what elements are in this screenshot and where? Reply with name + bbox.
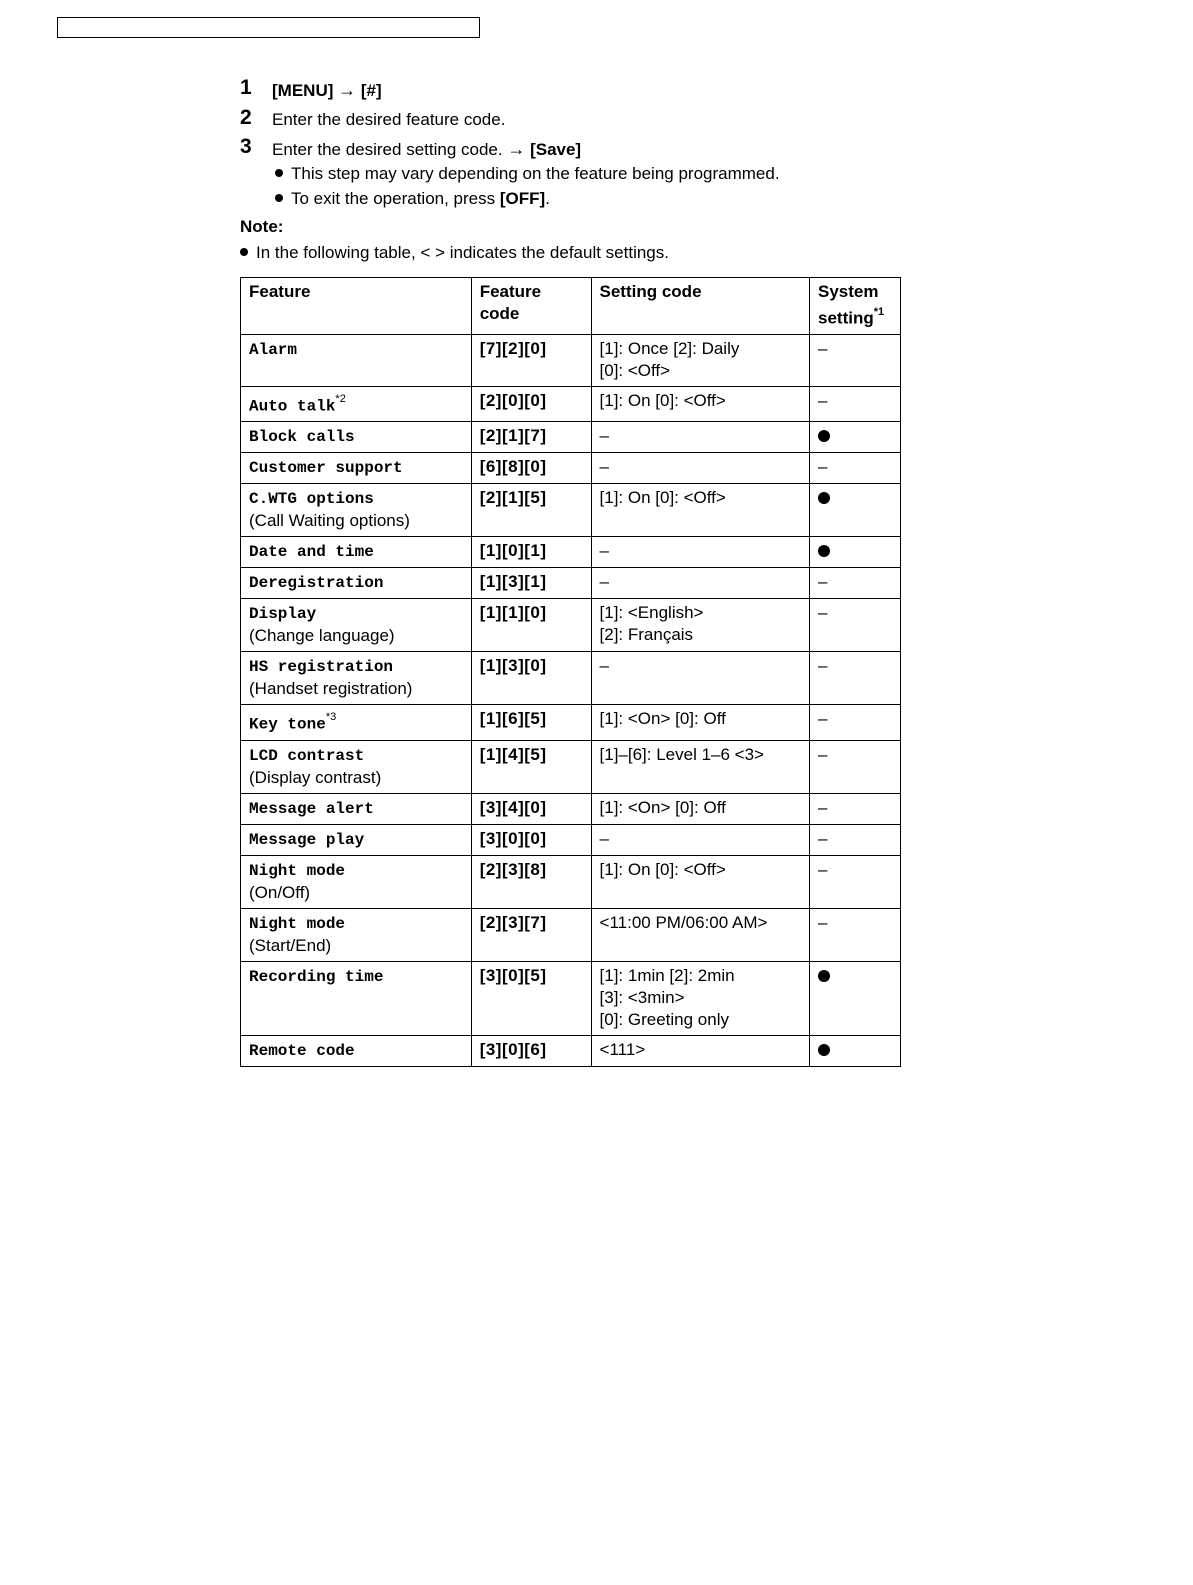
feature-description: (Display contrast) (249, 767, 382, 787)
table-row (241, 740, 901, 793)
feature-cell (241, 740, 472, 793)
setting-line: [1]: 1min [2]: 2min (599, 965, 735, 985)
system-setting-cell (810, 961, 901, 1035)
table-row (241, 568, 901, 599)
setting-line: – (599, 426, 609, 446)
instructions (240, 76, 960, 263)
setting-line: [1]: On [0]: <Off> (599, 488, 726, 508)
setting-line: [0]: Greeting only (599, 1009, 729, 1029)
bullet-text: This step may vary depending on the feature being programmed. (291, 164, 780, 183)
step-number: 3 (240, 135, 252, 158)
header-feature: Feature (241, 278, 472, 335)
feature-cell (241, 422, 472, 453)
system-setting-cell (810, 824, 901, 855)
system-setting-cell (810, 453, 901, 484)
feature-cell (241, 599, 472, 652)
setting-code-cell (591, 568, 810, 599)
feature-code-cell: [2][3][8] (471, 855, 591, 908)
arrow-icon: → (338, 80, 357, 100)
setting-code-cell (591, 740, 810, 793)
setting-code-cell (591, 961, 810, 1035)
table-row (241, 484, 901, 537)
feature-description: (On/Off) (249, 882, 311, 902)
feature-code-cell: [2][1][7] (471, 422, 591, 453)
feature-cell (241, 568, 472, 599)
dash-mark: – (818, 912, 828, 932)
feature-name: Deregistration (249, 574, 384, 593)
system-setting-cell (810, 908, 901, 961)
feature-code-cell: [1][0][1] (471, 537, 591, 568)
save-key: [Save] (530, 140, 582, 159)
feature-name: Night mode (249, 861, 346, 880)
dash-mark: – (818, 797, 828, 817)
system-setting-cell (810, 705, 901, 741)
system-setting-cell (810, 652, 901, 705)
feature-cell (241, 961, 472, 1035)
feature-name: Recording time (249, 967, 384, 986)
hash-key: [#] (360, 81, 382, 100)
system-setting-cell (810, 1035, 901, 1066)
feature-code-cell: [1][4][5] (471, 740, 591, 793)
feature-name: Display (249, 605, 317, 624)
feature-name: Block calls (249, 428, 355, 447)
filled-circle-icon (818, 970, 830, 982)
feature-code-cell: [3][0][5] (471, 961, 591, 1035)
arrow-icon: → (507, 139, 526, 159)
feature-code-cell: [2][0][0] (471, 386, 591, 422)
header-setting-code: Setting code (591, 278, 810, 335)
setting-line: – (599, 541, 609, 561)
setting-line: [1]: On [0]: <Off> (599, 859, 726, 879)
table-body (241, 334, 901, 1066)
step-text: Enter the desired setting code. (272, 140, 503, 159)
bullet-item (275, 189, 960, 209)
table-row (241, 453, 901, 484)
feature-name: Night mode (249, 914, 346, 933)
header-box (57, 17, 480, 38)
system-setting-cell (810, 599, 901, 652)
feature-name: Customer support (249, 459, 403, 478)
feature-code-cell: [3][0][0] (471, 824, 591, 855)
period: . (545, 189, 550, 208)
setting-line: – (599, 656, 609, 676)
bullet-icon (275, 169, 283, 177)
setting-code-cell (591, 334, 810, 386)
system-setting-cell (810, 855, 901, 908)
feature-code-cell: [2][1][5] (471, 484, 591, 537)
feature-cell (241, 386, 472, 422)
feature-description: (Call Waiting options) (249, 511, 410, 531)
dash-mark: – (818, 828, 828, 848)
menu-key: [MENU] (272, 81, 334, 100)
setting-line: [1]: <On> [0]: Off (599, 709, 726, 729)
setting-code-cell (591, 422, 810, 453)
dash-mark: – (818, 709, 828, 729)
setting-line: – (599, 572, 609, 592)
feature-code-cell: [1][3][0] (471, 652, 591, 705)
feature-cell (241, 1035, 472, 1066)
setting-code-cell (591, 855, 810, 908)
feature-cell (241, 334, 472, 386)
feature-cell (241, 484, 472, 537)
table-row (241, 422, 901, 453)
feature-cell (241, 705, 472, 741)
feature-cell (241, 855, 472, 908)
setting-code-cell (591, 824, 810, 855)
setting-line: <11:00 PM/06:00 AM> (599, 912, 768, 932)
dash-mark: – (818, 859, 828, 879)
setting-code-cell (591, 386, 810, 422)
setting-code-cell (591, 908, 810, 961)
bullet-icon (240, 248, 248, 256)
system-setting-cell (810, 386, 901, 422)
dash-mark: – (818, 603, 828, 623)
step-2 (240, 106, 960, 130)
table-row (241, 386, 901, 422)
feature-code-cell: [1][3][1] (471, 568, 591, 599)
feature-description: (Handset registration) (249, 679, 413, 699)
table-row (241, 961, 901, 1035)
step-number: 2 (240, 106, 252, 129)
dash-mark: – (818, 457, 828, 477)
setting-code-cell (591, 652, 810, 705)
table-header-row (241, 278, 901, 335)
system-setting-cell (810, 568, 901, 599)
table-row (241, 599, 901, 652)
feature-table (240, 277, 901, 1067)
feature-cell (241, 908, 472, 961)
dash-mark: – (818, 744, 828, 764)
dash-mark: – (818, 390, 828, 410)
filled-circle-icon (818, 545, 830, 557)
feature-name: Date and time (249, 543, 374, 562)
off-key: [OFF] (499, 189, 546, 208)
system-setting-cell (810, 537, 901, 568)
setting-code-cell (591, 705, 810, 741)
note-title: Note: (240, 217, 284, 236)
feature-name: Message play (249, 830, 365, 849)
dash-mark: – (818, 572, 828, 592)
setting-line: [3]: <3min> (599, 987, 685, 1007)
bullet-icon (275, 194, 283, 202)
table-row (241, 855, 901, 908)
system-setting-cell (810, 334, 901, 386)
filled-circle-icon (818, 1044, 830, 1056)
feature-name: Remote code (249, 1041, 355, 1060)
setting-line: – (599, 828, 609, 848)
filled-circle-icon (818, 430, 830, 442)
note-text: In the following table, < > indicates the default settings. (240, 243, 960, 263)
header-feature-code: Feature code (471, 278, 591, 335)
table-row (241, 652, 901, 705)
setting-line: [1]: Once [2]: Daily (599, 338, 740, 358)
footnote-mark: *2 (335, 392, 346, 405)
feature-description: (Change language) (249, 626, 395, 646)
setting-code-cell (591, 1035, 810, 1066)
feature-code-cell: [3][4][0] (471, 793, 591, 824)
feature-cell (241, 793, 472, 824)
setting-line: [2]: Français (599, 625, 694, 645)
filled-circle-icon (818, 492, 830, 504)
feature-code-cell: [1][6][5] (471, 705, 591, 741)
feature-code-cell: [2][3][7] (471, 908, 591, 961)
table-row (241, 1035, 901, 1066)
feature-name: Key tone (249, 715, 326, 734)
feature-name: C.WTG options (249, 490, 374, 509)
setting-code-cell (591, 537, 810, 568)
system-setting-cell (810, 484, 901, 537)
setting-code-cell (591, 453, 810, 484)
feature-code-cell: [1][1][0] (471, 599, 591, 652)
feature-name: Alarm (249, 340, 298, 359)
table-row (241, 793, 901, 824)
feature-cell (241, 453, 472, 484)
dash-mark: – (818, 338, 828, 358)
header-system-setting: System setting$^{*1}$ (810, 278, 901, 335)
setting-line: <111> (599, 1039, 646, 1059)
setting-code-cell (591, 484, 810, 537)
setting-code-cell (591, 599, 810, 652)
setting-line: [1]: On [0]: <Off> (599, 390, 726, 410)
table-row (241, 537, 901, 568)
feature-description: (Start/End) (249, 935, 332, 955)
feature-cell (241, 652, 472, 705)
bullet-item (275, 164, 960, 184)
system-setting-cell (810, 422, 901, 453)
setting-line: [1]: <English> (599, 603, 704, 623)
setting-line: [1]–[6]: Level 1–6 <3> (599, 744, 764, 764)
system-setting-cell (810, 793, 901, 824)
step-number: 1 (240, 76, 252, 99)
setting-line: – (599, 457, 609, 477)
setting-line: [0]: <Off> (599, 360, 671, 380)
bullet-text: To exit the operation, press (291, 189, 496, 208)
footnote-mark: *3 (325, 711, 337, 724)
feature-name: LCD contrast (249, 746, 365, 765)
table-row (241, 824, 901, 855)
feature-cell (241, 824, 472, 855)
setting-line: [1]: <On> [0]: Off (599, 797, 726, 817)
feature-name: HS registration (249, 658, 394, 677)
feature-name: Message alert (249, 799, 374, 818)
table-row (241, 908, 901, 961)
step-text: Enter the desired feature code. (272, 110, 506, 129)
table-row (241, 334, 901, 386)
feature-code-cell: [6][8][0] (471, 453, 591, 484)
feature-cell (241, 537, 472, 568)
feature-code-cell: [7][2][0] (471, 334, 591, 386)
feature-code-cell: [3][0][6] (471, 1035, 591, 1066)
setting-code-cell (591, 793, 810, 824)
system-setting-cell (810, 740, 901, 793)
dash-mark: – (818, 656, 828, 676)
feature-name: Auto talk (249, 397, 336, 416)
step-3 (240, 135, 960, 160)
step-1 (240, 76, 960, 101)
table-row (241, 705, 901, 741)
